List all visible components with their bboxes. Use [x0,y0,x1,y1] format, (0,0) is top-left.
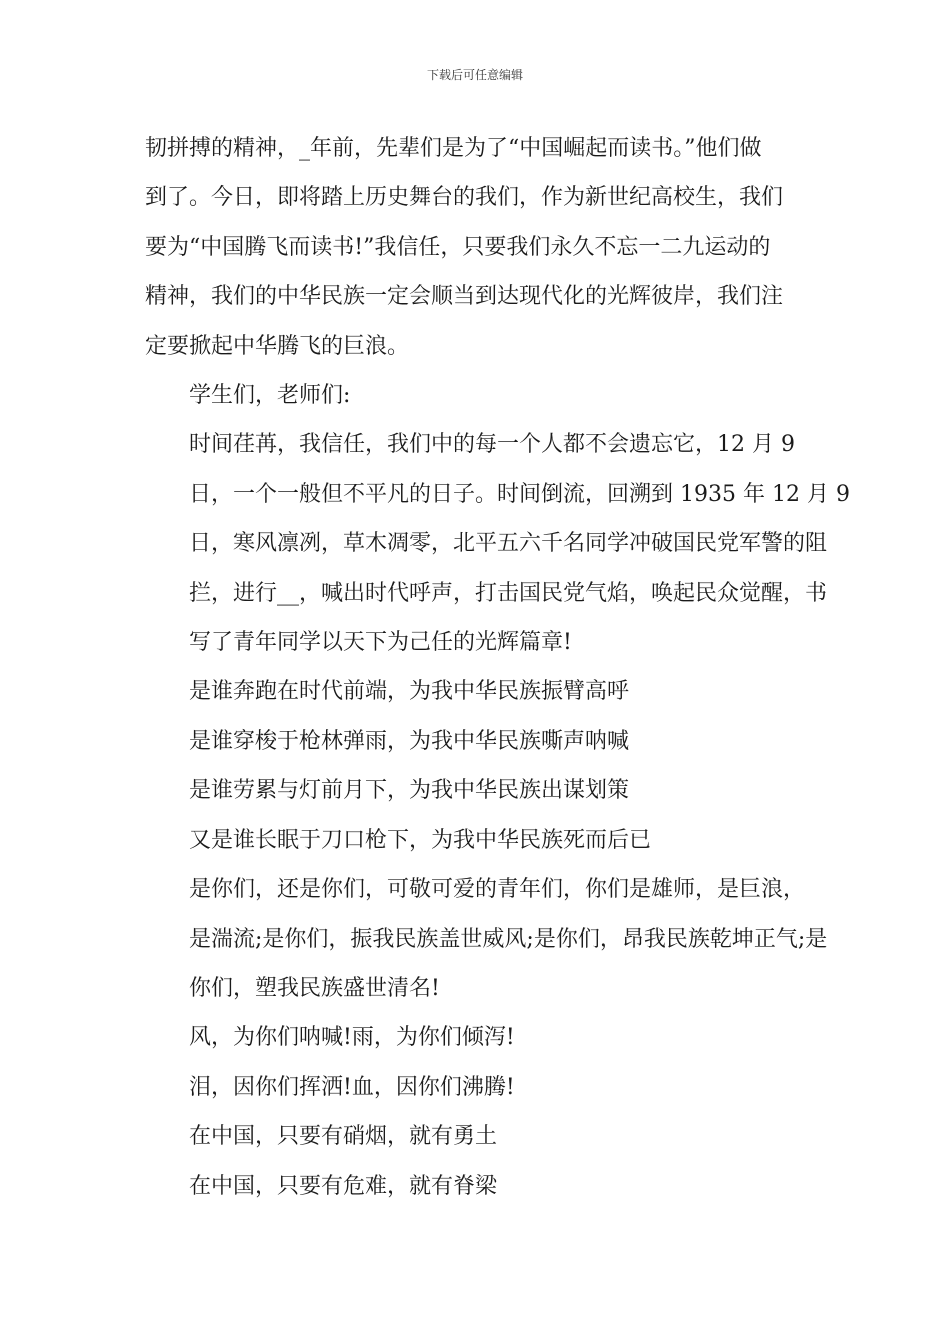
text-line: 在中国，只要有危难，就有脊梁 [189,1173,498,1199]
text-line: 到了。今日，即将踏上历史舞台的我们，作为新世纪高校生，我们 [145,185,784,211]
text-line: 是谁劳累与灯前月下，为我中华民族出谋划策 [189,778,630,804]
paragraph [145,1162,807,1211]
paragraph [145,717,807,766]
text-line: 风，为你们呐喊!雨，为你们倾泻! [189,1025,515,1051]
text-line: 是湍流;是你们，振我民族盖世威风;是你们，昂我民族乾坤正气;是 [189,926,828,952]
text-line: 学生们，老师们: [189,383,351,409]
paragraph [145,1112,807,1161]
text-line: 韧拼搏的精神，_年前，先辈们是为了“中国崛起而读书。”他们做 [145,136,762,161]
text-line: 写了青年同学以天下为己任的光辉篇章! [189,630,572,656]
text-line: 是你们，还是你们，可敬可爱的青年们，你们是雄师，是巨浪， [189,877,806,903]
text-line: 泪，因你们挥洒!血，因你们沸腾! [189,1074,515,1100]
paragraph [145,667,807,716]
paragraph [145,816,807,865]
text-line: 又是谁长眠于刀口枪下，为我中华民族死而后已 [189,827,652,853]
paragraph [145,865,828,1013]
paragraph [145,124,807,371]
text-line: 时间荏苒，我信任，我们中的每一个人都不会遗忘它，12 月 9 [189,432,795,458]
text-line: 是谁奔跑在时代前端，为我中华民族振臂高呼 [189,679,630,705]
paragraph [145,1063,807,1112]
text-line: 是谁穿梭于枪林弹雨，为我中华民族嘶声呐喊 [189,728,630,754]
text-line: 日，一个一般但不平凡的日子。时间倒流，回溯到 1935 年 12 月 9 [189,481,850,507]
document-body [145,124,850,1211]
paragraph [145,420,850,667]
page-header: 下载后可任意编辑 [426,68,523,82]
paragraph [145,1013,807,1062]
paragraph [145,766,807,815]
text-line: 定要掀起中华腾飞的巨浪。 [145,333,410,359]
text-line: 拦，进行__，喊出时代呼声，打击国民党气焰，唤起民众觉醒，书 [189,580,828,606]
text-line: 精神，我们的中华民族一定会顺当到达现代化的光辉彼岸，我们注 [145,284,784,310]
paragraph [145,371,807,420]
text-line: 在中国，只要有硝烟，就有勇土 [189,1124,498,1150]
text-line: 要为“中国腾飞而读书!”我信任，只要我们永久不忘一二九运动的 [145,234,771,260]
text-line: 日，寒风凛冽，草木凋零，北平五六千名同学冲破国民党军警的阻 [189,531,828,557]
text-line: 你们，塑我民族盛世清名! [189,975,440,1001]
